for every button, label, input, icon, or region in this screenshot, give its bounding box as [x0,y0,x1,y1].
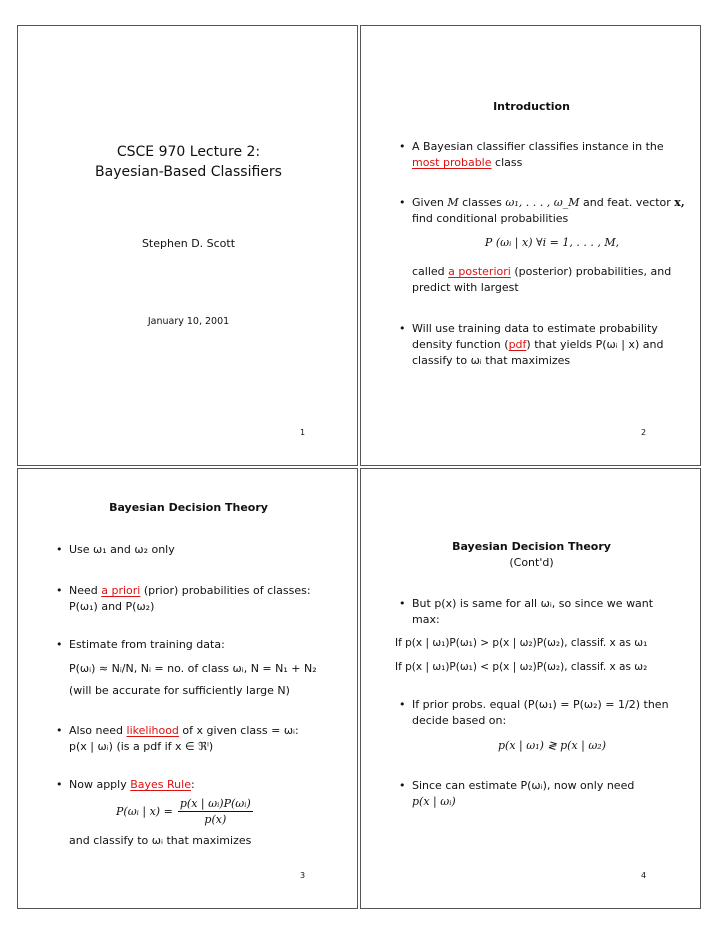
bullet-1-post: class [495,156,523,169]
posterior-equation: P (ωᵢ | x) ∀i = 1, . . . , M, [484,236,620,249]
bullet-icon: • [399,140,406,153]
bullet-5 [69,777,354,793]
bullet-1-line-2 [412,155,692,171]
b2-M: M [447,196,459,209]
b3-post: ) that yields P(ωᵢ | x) and [526,338,664,351]
bullet-1: Use ω₁ and ω₂ only [69,543,175,556]
b5-pre: Now apply [69,778,127,791]
bullet-icon: • [399,196,406,209]
bullet-1-line-1: A Bayesian classifier classifies instance in the [412,140,664,153]
bullet-5-last: and classify to ωᵢ that maximizes [69,834,252,847]
bullet-icon: • [56,584,63,597]
bullet-1 [412,139,692,171]
likelihood-link[interactable]: likelihood [126,724,179,737]
likelihood-comparison: p(x | ω₁) ≷ p(x | ω₂) [497,739,607,752]
bullet-3-line-1: Will use training data to estimate probability [412,322,658,335]
title-line-1: CSCE 970 Lecture 2: [116,144,261,160]
bullet-icon: • [399,322,406,335]
bullet-1-line-2: max: [412,613,440,626]
slide-1 [17,25,358,466]
a-priori-link[interactable]: a priori [101,584,141,597]
bullet-3-line-1: Since can estimate P(ωᵢ), now only need [412,779,635,792]
bullet-2 [69,583,354,615]
bullet-1-line-1: But p(x) is same for all ωᵢ, so since we want [412,597,654,610]
slide-3 [17,468,358,909]
bullet-2-line-2: find conditional probabilities [412,212,569,225]
most-probable-link[interactable]: most probable [412,156,492,169]
b4-pre: Also need [69,724,124,737]
bullet-icon: • [399,597,406,610]
a-posteriori-link[interactable]: a posteriori [448,265,511,278]
slide-subheading: (Cont'd) [509,556,554,569]
b2-pre: Need [69,584,98,597]
date: January 10, 2001 [147,316,230,327]
decision-rule-1: If p(x | ω₁)P(ω₁) > p(x | ω₂)P(ω₂), classif. x as ω₁ [395,637,648,649]
b2-x: x, [674,196,685,209]
slide-4 [360,468,701,909]
slide-heading: Bayesian Decision Theory [109,501,268,514]
bayes-rule-link[interactable]: Bayes Rule [130,778,191,791]
bullet-2-line-2: P(ω₁) and P(ω₂) [69,600,155,613]
bayes-lhs: P(ωᵢ | x) = [116,805,173,818]
title-line-2: Bayesian-Based Classifiers [95,164,282,180]
b2-mid: classes [462,196,502,209]
author: Stephen D. Scott [141,237,236,250]
bullet-icon: • [56,543,63,556]
bullet-icon: • [399,698,406,711]
b4-post: of x given class = ωᵢ: [182,724,299,737]
slide-2 [360,25,701,466]
bayes-numerator: p(x | ωᵢ)P(ωᵢ) [179,797,251,810]
bullet-3 [412,321,697,369]
bullet-4-line-2: p(x | ωᵢ) (is a pdf if x ∈ ℜˡ) [69,740,214,753]
bullet-2-line-1 [69,583,354,599]
bullet-2 [412,697,700,729]
page-number: 3 [300,871,306,880]
bullet-3 [69,637,354,653]
prior-estimate-equation: P(ωᵢ) ≈ Nᵢ/N, Nᵢ = no. of class ωᵢ, N = N₁ + N₂ [69,662,317,675]
page-number: 2 [641,428,647,437]
b2-pre: Given [412,196,444,209]
bayes-rule-equation [116,797,253,826]
bullet-2 [412,195,697,227]
b5-post: : [190,778,195,791]
bullet-3-line-3: classify to ωᵢ that maximizes [412,354,571,367]
b3-pre: density function ( [412,338,509,351]
bullet-2-line-1: If prior probs. equal (P(ω₁) = P(ω₂) = 1/2) then [412,698,669,711]
b2-post: and feat. vector [583,196,671,209]
bayes-fraction [178,797,253,826]
bullet-3-line-1: Estimate from training data: [69,638,225,651]
bullet-3-line-3: (will be accurate for sufficiently large N) [69,684,290,697]
b2-post: (prior) probabilities of classes: [143,584,311,597]
slide-heading: Bayesian Decision Theory [452,540,611,553]
called-pre: called [412,265,445,278]
slide-title [18,142,359,182]
page-number: 4 [641,871,647,880]
bullet-2-line-2: decide based on: [412,714,507,727]
bullet-icon: • [56,638,63,651]
bullet-4 [69,723,354,755]
b2-omegas: ω₁, . . . , ω_M [505,196,580,209]
bullet-1 [412,596,697,628]
slide-heading: Introduction [493,100,570,113]
bayes-denominator: p(x) [204,813,227,826]
bullet-icon: • [399,779,406,792]
bullet-3-line-2: p(x | ωᵢ) [412,795,456,808]
bullet-3 [412,778,697,810]
called-line-1 [412,264,697,280]
called-post: (posterior) probabilities, and [514,265,672,278]
bullet-icon: • [56,778,63,791]
bullet-2-called [412,264,697,296]
pdf-link[interactable]: pdf [508,338,527,351]
called-line-2: predict with largest [412,281,519,294]
bullet-4-line-1 [69,723,354,739]
bullet-icon: • [56,724,63,737]
page-number: 1 [300,428,306,437]
decision-rule-2: If p(x | ω₁)P(ω₁) < p(x | ω₂)P(ω₂), classif. x as ω₂ [395,661,648,673]
bullet-3-line-2 [412,337,697,353]
bullet-2-line-1 [412,195,697,211]
